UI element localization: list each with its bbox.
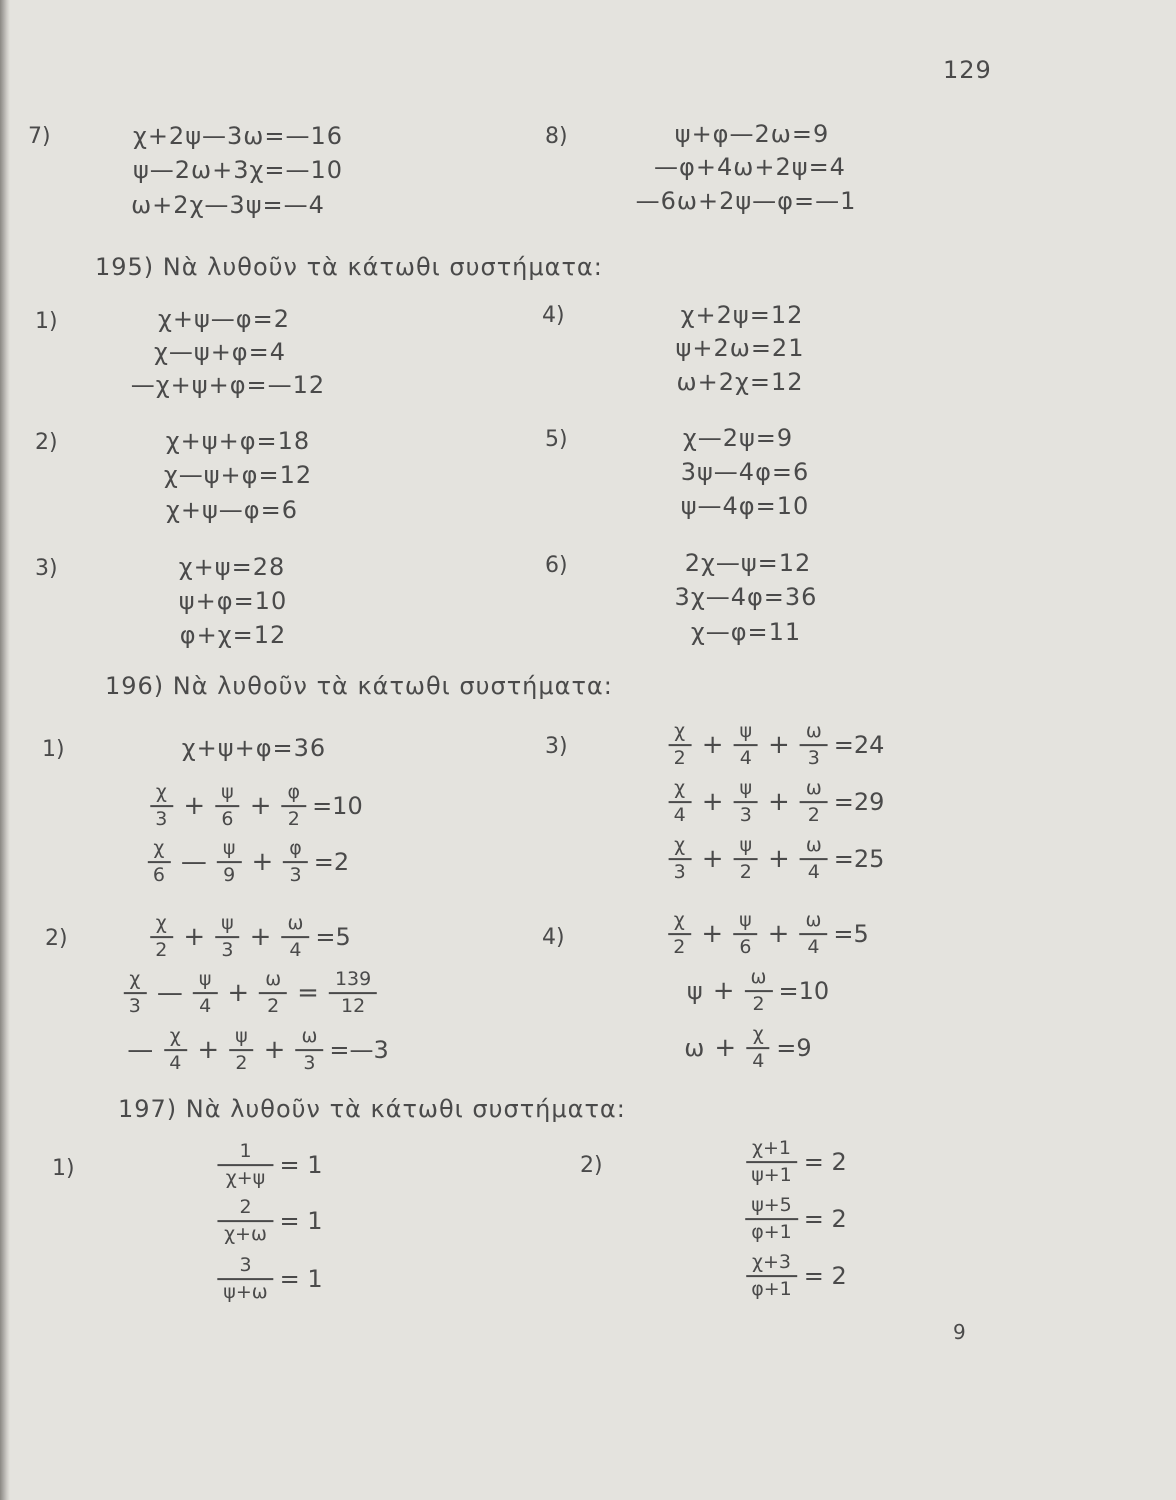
system-label: 5) bbox=[545, 427, 568, 452]
equation: χ+2ψ—3ω=—16 bbox=[132, 122, 344, 150]
fraction bbox=[733, 778, 758, 826]
equation: χ—2ψ=9 bbox=[682, 424, 794, 452]
numerator: ω bbox=[295, 1026, 323, 1051]
equation: —φ+4ω+2ψ=4 bbox=[654, 153, 846, 181]
equation: ψ+2ω=21 bbox=[675, 334, 805, 362]
equation-term: ω bbox=[684, 1034, 705, 1062]
operator: + bbox=[714, 1033, 737, 1063]
fraction bbox=[667, 910, 691, 958]
system-label: 2) bbox=[45, 926, 68, 951]
denominator: 12 bbox=[340, 995, 366, 1017]
fraction bbox=[123, 969, 147, 1017]
fraction bbox=[229, 1026, 254, 1074]
fraction bbox=[800, 778, 828, 826]
equation-rhs: =29 bbox=[833, 788, 885, 816]
equation-rhs: =9 bbox=[776, 1034, 812, 1062]
system-label: 7) bbox=[28, 124, 51, 149]
denominator: φ+1 bbox=[751, 1278, 792, 1300]
denominator: φ+1 bbox=[751, 1221, 792, 1243]
equation: χ+ψ+φ=18 bbox=[165, 427, 311, 455]
equation: ψ—2ω+3χ=—10 bbox=[132, 156, 344, 184]
equation bbox=[687, 967, 829, 1015]
fraction bbox=[799, 910, 827, 958]
denominator: 4 bbox=[807, 861, 820, 883]
numerator: ψ+5 bbox=[745, 1195, 798, 1220]
equation-rhs: =10 bbox=[312, 792, 363, 820]
fraction bbox=[217, 1197, 273, 1245]
equation-rhs: =2 bbox=[313, 848, 350, 876]
fraction bbox=[745, 967, 773, 1015]
operator: + bbox=[249, 791, 272, 821]
operator: + bbox=[768, 844, 790, 874]
numerator: 1 bbox=[217, 1141, 273, 1166]
equation: ψ—4φ=10 bbox=[680, 492, 810, 520]
equation-rhs: =—3 bbox=[329, 1036, 389, 1064]
system-label: 6) bbox=[545, 553, 568, 578]
equation-rhs: = 2 bbox=[803, 1262, 847, 1290]
system-label: 3) bbox=[35, 556, 58, 581]
operator: + bbox=[701, 844, 724, 874]
system-label: 1) bbox=[42, 737, 65, 762]
equation: —χ+ψ+φ=—12 bbox=[130, 371, 326, 399]
fraction bbox=[283, 838, 308, 886]
operator: + bbox=[767, 919, 790, 949]
denominator: 2 bbox=[807, 804, 820, 826]
equation bbox=[217, 1141, 322, 1189]
numerator: ω bbox=[281, 913, 309, 938]
denominator: 2 bbox=[673, 936, 686, 958]
equation bbox=[123, 1026, 389, 1074]
denominator: 3 bbox=[673, 861, 686, 883]
numerator: χ bbox=[668, 778, 691, 803]
equation bbox=[217, 1197, 322, 1245]
operator: + bbox=[227, 978, 250, 1008]
fraction bbox=[746, 1024, 770, 1072]
fraction bbox=[733, 910, 758, 958]
equation: χ—ψ+φ=12 bbox=[163, 461, 313, 489]
fraction bbox=[193, 969, 218, 1017]
equation-rhs: = 1 bbox=[279, 1207, 323, 1235]
numerator: ψ bbox=[193, 969, 218, 994]
equation: χ—φ=11 bbox=[690, 618, 802, 646]
system-label: 4) bbox=[542, 925, 565, 950]
operator: + bbox=[197, 1035, 220, 1065]
equation-rhs: =5 bbox=[315, 923, 351, 951]
equation bbox=[147, 838, 349, 886]
numerator: χ bbox=[123, 969, 146, 994]
numerator: χ bbox=[147, 838, 170, 863]
equation-rhs: =5 bbox=[833, 920, 869, 948]
denominator: 6 bbox=[152, 864, 165, 886]
numerator: χ bbox=[150, 782, 173, 807]
numerator: χ bbox=[668, 910, 691, 935]
denominator: 3 bbox=[303, 1052, 316, 1074]
fraction bbox=[800, 721, 828, 769]
fraction bbox=[217, 1255, 273, 1303]
operator: + bbox=[183, 791, 206, 821]
numerator: χ bbox=[747, 1024, 770, 1049]
equation bbox=[668, 721, 885, 769]
denominator: 6 bbox=[221, 808, 234, 830]
signature-mark: 9 bbox=[953, 1320, 967, 1344]
denominator: 4 bbox=[289, 939, 302, 961]
equation: χ+ψ—φ=6 bbox=[165, 496, 299, 524]
equation-rhs: = 2 bbox=[803, 1205, 847, 1233]
operator: — bbox=[156, 978, 183, 1008]
numerator: 139 bbox=[329, 969, 377, 994]
operator: + bbox=[768, 787, 790, 817]
operator: + bbox=[768, 730, 790, 760]
book-spine-shadow bbox=[0, 0, 10, 1500]
system-label: 1) bbox=[35, 309, 58, 334]
fraction bbox=[281, 913, 309, 961]
equation: 3χ—4φ=36 bbox=[674, 583, 818, 611]
fraction bbox=[800, 835, 828, 883]
page-number: 129 bbox=[943, 56, 992, 84]
system-label: 1) bbox=[52, 1156, 75, 1181]
system-label: 3) bbox=[545, 734, 568, 759]
denominator: 3 bbox=[807, 747, 820, 769]
denominator: 3 bbox=[128, 995, 141, 1017]
denominator: 4 bbox=[739, 747, 752, 769]
equation: ω+2χ—3ψ=—4 bbox=[131, 191, 325, 219]
fraction bbox=[282, 782, 307, 830]
operator: + bbox=[249, 922, 272, 952]
denominator: 6 bbox=[739, 936, 752, 958]
fraction bbox=[217, 1141, 273, 1189]
exercise-heading: 197) Νὰ λυθοῦν τὰ κάτωθι συστήματα: bbox=[118, 1095, 626, 1123]
fraction bbox=[745, 1195, 798, 1243]
numerator: ψ bbox=[229, 1026, 254, 1051]
equation bbox=[745, 1252, 847, 1300]
equation: 3ψ—4φ=6 bbox=[680, 458, 810, 486]
numerator: ω bbox=[800, 721, 828, 746]
system-label: 2) bbox=[580, 1153, 603, 1178]
operator: + bbox=[701, 730, 724, 760]
numerator: ψ bbox=[733, 721, 758, 746]
denominator: 2 bbox=[673, 747, 686, 769]
equation-rhs: =25 bbox=[833, 845, 885, 873]
equation bbox=[149, 782, 362, 830]
operator: = bbox=[297, 978, 319, 1008]
system-label: 8) bbox=[545, 124, 568, 149]
numerator: ω bbox=[745, 967, 773, 992]
denominator: 4 bbox=[807, 936, 820, 958]
denominator: ψ+1 bbox=[751, 1164, 792, 1186]
fraction bbox=[668, 721, 692, 769]
numerator: χ bbox=[164, 1026, 187, 1051]
fraction bbox=[668, 835, 692, 883]
operator: + bbox=[251, 847, 274, 877]
operator: + bbox=[701, 919, 724, 949]
equation bbox=[668, 835, 885, 883]
equation bbox=[745, 1138, 847, 1186]
fraction bbox=[295, 1026, 323, 1074]
equation bbox=[745, 1195, 847, 1243]
numerator: χ+3 bbox=[746, 1252, 797, 1277]
operator: + bbox=[183, 922, 206, 952]
equation-rhs: = 2 bbox=[803, 1148, 847, 1176]
equation: ψ+φ—2ω=9 bbox=[674, 120, 830, 148]
numerator: ψ bbox=[733, 835, 758, 860]
numerator: ψ bbox=[215, 782, 240, 807]
equation: χ—ψ+φ=4 bbox=[153, 338, 287, 366]
equation-rhs: =24 bbox=[833, 731, 885, 759]
fraction bbox=[259, 969, 287, 1017]
numerator: ψ bbox=[733, 910, 758, 935]
equation-term: ψ bbox=[686, 977, 703, 1005]
numerator: ω bbox=[800, 835, 828, 860]
denominator: 3 bbox=[289, 864, 302, 886]
operator: + bbox=[263, 1035, 286, 1065]
fraction bbox=[217, 838, 242, 886]
denominator: 2 bbox=[752, 993, 765, 1015]
denominator: 2 bbox=[287, 808, 300, 830]
equation-rhs: =10 bbox=[778, 977, 830, 1005]
operator: — bbox=[127, 1035, 154, 1065]
equation: χ+2ψ=12 bbox=[680, 301, 804, 329]
equation: ψ+φ=10 bbox=[178, 587, 288, 615]
denominator: 2 bbox=[739, 861, 752, 883]
equation: χ+ψ=28 bbox=[178, 553, 286, 581]
operator: + bbox=[712, 976, 735, 1006]
fraction bbox=[215, 782, 240, 830]
numerator: χ+1 bbox=[746, 1138, 797, 1163]
operator: — bbox=[180, 847, 207, 877]
equation: 2χ—ψ=12 bbox=[684, 549, 812, 577]
equation bbox=[123, 969, 377, 1017]
equation: —6ω+2ψ—φ=—1 bbox=[635, 187, 857, 215]
denominator: 9 bbox=[223, 864, 236, 886]
numerator: 3 bbox=[217, 1255, 273, 1280]
equation bbox=[217, 1255, 322, 1303]
numerator: ω bbox=[799, 910, 827, 935]
fraction bbox=[215, 913, 240, 961]
equation bbox=[668, 778, 885, 826]
operator: + bbox=[701, 787, 724, 817]
fraction bbox=[745, 1138, 798, 1186]
equation: χ+ψ—φ=2 bbox=[157, 305, 291, 333]
denominator: 4 bbox=[169, 1052, 182, 1074]
exercise-heading: 195) Νὰ λυθοῦν τὰ κάτωθι συστήματα: bbox=[95, 253, 603, 281]
equation bbox=[667, 910, 869, 958]
numerator: ψ bbox=[733, 778, 758, 803]
numerator: χ bbox=[150, 913, 173, 938]
numerator: χ bbox=[668, 721, 691, 746]
fraction bbox=[733, 835, 758, 883]
denominator: 3 bbox=[221, 939, 234, 961]
denominator: 3 bbox=[155, 808, 168, 830]
fraction bbox=[329, 969, 377, 1017]
fraction bbox=[149, 782, 173, 830]
denominator: 4 bbox=[199, 995, 212, 1017]
numerator: 2 bbox=[217, 1197, 273, 1222]
fraction bbox=[149, 913, 173, 961]
denominator: χ+ω bbox=[224, 1223, 267, 1245]
denominator: 2 bbox=[155, 939, 168, 961]
denominator: 3 bbox=[739, 804, 752, 826]
denominator: 2 bbox=[267, 995, 280, 1017]
equation bbox=[684, 1024, 811, 1072]
denominator: 4 bbox=[752, 1050, 765, 1072]
equation bbox=[149, 913, 351, 961]
fraction bbox=[733, 721, 758, 769]
equation: φ+χ=12 bbox=[179, 621, 287, 649]
denominator: χ+ψ bbox=[225, 1167, 266, 1189]
system-label: 4) bbox=[542, 303, 565, 328]
equation: ω+2χ=12 bbox=[676, 368, 804, 396]
equation-rhs: = 1 bbox=[279, 1151, 323, 1179]
numerator: ψ bbox=[215, 913, 240, 938]
fraction bbox=[147, 838, 171, 886]
equation-rhs: = 1 bbox=[279, 1265, 323, 1293]
fraction bbox=[163, 1026, 187, 1074]
numerator: ω bbox=[259, 969, 287, 994]
numerator: χ bbox=[668, 835, 691, 860]
fraction bbox=[668, 778, 692, 826]
system-label: 2) bbox=[35, 430, 58, 455]
exercise-heading: 196) Νὰ λυθοῦν τὰ κάτωθι συστήματα: bbox=[105, 672, 613, 700]
fraction bbox=[745, 1252, 798, 1300]
numerator: ω bbox=[800, 778, 828, 803]
denominator: ψ+ω bbox=[223, 1281, 268, 1303]
numerator: φ bbox=[282, 782, 307, 807]
numerator: ψ bbox=[217, 838, 242, 863]
equation: χ+ψ+φ=36 bbox=[181, 734, 327, 762]
numerator: φ bbox=[283, 838, 308, 863]
denominator: 4 bbox=[673, 804, 686, 826]
denominator: 2 bbox=[235, 1052, 248, 1074]
